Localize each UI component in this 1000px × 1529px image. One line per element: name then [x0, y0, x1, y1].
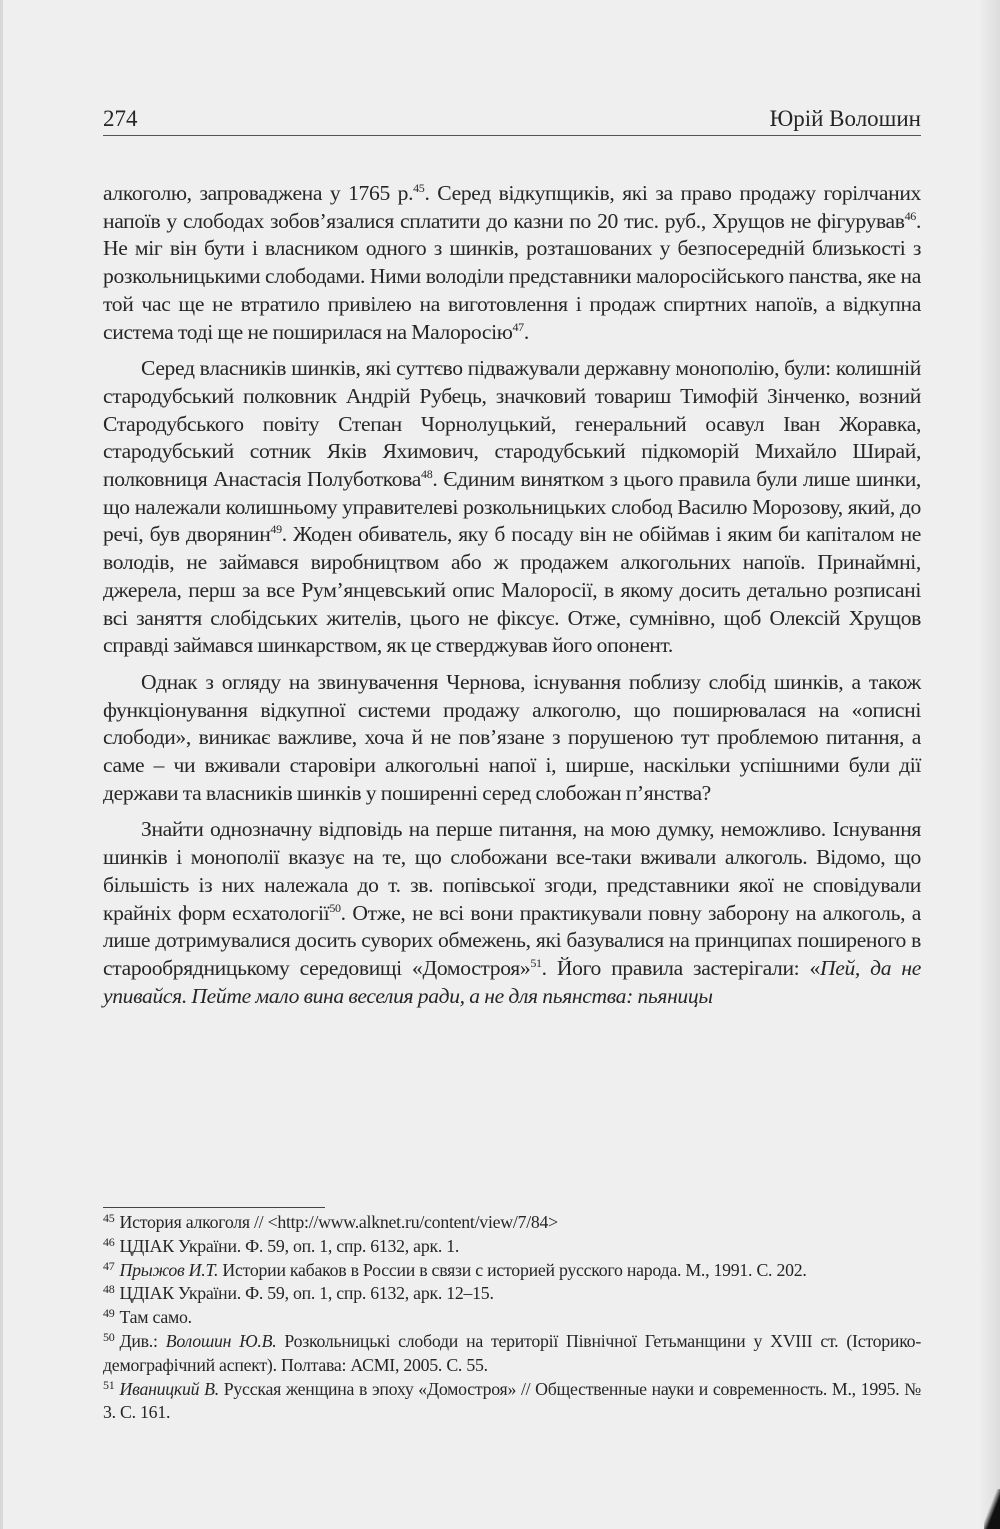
text-run: . Отже, не всі вони практикували повну заборону на алкоголь, а лише дотримувалися досить суворих обмежень, які базувалися на принципах поширеного в старообрядницькому середовищі «Домостроя»	[103, 900, 921, 980]
footnote-author: Прыжов И.Т.	[119, 1259, 219, 1280]
footnote-46	[103, 1235, 921, 1259]
footnote-text: ЦДІАК України. Ф. 59, оп. 1, спр. 6132, арк. 1.	[119, 1235, 460, 1256]
footnote-text: ЦДІАК України. Ф. 59, оп. 1, спр. 6132, арк. 12–15.	[119, 1283, 494, 1304]
text-run: . Жоден обиватель, яку б посаду він не обіймав і яким би капіталом не володів, не займався виробництвом або ж продажем алкогольних напоїв. Принаймні, джерела, перш за все Рум’янцевський опис Малоросії, в якому досить детально розписані всі заняття слобідських жителів, цього не фіксує. Отже, сумнівно, щоб Олексій Хрущов справді займався шинкарством, як це стверджував його опонент.	[103, 522, 922, 658]
footnote-text: Истории кабаков в России в связи с историей русского народа. М., 1991. С. 202.	[218, 1259, 807, 1280]
footnote-prefix: Див.:	[119, 1330, 166, 1351]
paragraph	[103, 669, 921, 808]
footnote-50	[103, 1330, 921, 1378]
text-run: Серед власників шинків, які суттєво підважували державну монополію, були: колишній стародубський полковник Андрій Рубець, значковий товариш Тимофій Зінченко, возний Стародубського повіту Степан Чорнолуцький, генеральний осавул Іван Жоравка, стародубський сотник Яків Яхимович, стародубський підкоморій Михайло Ширай, полковниця Анастасія Полуботкова	[103, 356, 921, 492]
running-author: Юрій Волошин	[769, 106, 921, 131]
footnote-number: 51	[103, 1377, 115, 1392]
text-run: Знайти однозначну відповідь на перше питання, на мою думку, неможливо. Існування шинків і монополії вказує на те, що слобожани все-таки вживали алкоголь. Відомо, що більшість із них належала до т. зв. попівської згоди, представники якої не сповідували крайніх форм есхатології	[103, 817, 921, 925]
footnote-author: Волошин Ю.В.	[165, 1330, 277, 1351]
page-corner	[984, 1489, 1000, 1529]
footnote-number: 45	[103, 1211, 115, 1225]
text-run: Однак з огляду на звинувачення Чернова, існування поблизу слобід шинків, а також функціонування відкупної системи продажу алкоголю, що поширювалася на «описні слободи», виникає важливе, хоча й не пов’язане з порушеною тут проблемою питання, а саме – чи вживали старовіри алкогольні напої і, ширше, наскільки успішними були дії держави та власників шинків у поширенні серед слобожан п’янства?	[103, 669, 921, 805]
footnote-reference[interactable]: 46	[904, 208, 916, 223]
paragraph	[103, 816, 921, 1010]
text-run: . Серед відкупщиків, які за право продажу горілчаних напоїв у слободах зобов’язалися сплатити до казни по 20 тис. руб., Хрущов не фігурував	[103, 181, 921, 233]
paragraph	[103, 180, 921, 346]
footnote-rule	[103, 1207, 325, 1208]
page-number: 274	[103, 106, 138, 131]
footnote-number: 46	[103, 1234, 115, 1249]
footnote-reference[interactable]: 47	[512, 319, 524, 334]
footnote-reference[interactable]: 50	[329, 900, 341, 915]
body-text	[103, 180, 921, 1010]
footnote-47	[103, 1259, 921, 1283]
footnote-reference[interactable]: 45	[413, 181, 425, 195]
paragraph	[103, 355, 921, 660]
page-left-edge	[0, 0, 3, 1529]
footnote-48	[103, 1282, 921, 1306]
footnote-reference[interactable]: 51	[530, 955, 542, 970]
footnote-text: Розкольницькі слободи на території Північної Гетьманщини у XVIII ст. (Історико-демографічний аспект). Полтава: АСМІ, 2005. С. 55.	[103, 1330, 921, 1375]
text-run: . Єдиним винятком з цього правила були лише шинки, що належали колишньому управителеві розкольницьких слобод Василю Морозову, який, до речі, був дворянин	[103, 467, 921, 547]
footnote-45	[103, 1211, 921, 1235]
footnote-reference[interactable]: 49	[270, 522, 282, 537]
header-rule	[103, 135, 921, 136]
footnote-text: Там само.	[119, 1307, 192, 1328]
footnotes	[103, 1211, 921, 1425]
footnote-51	[103, 1378, 921, 1426]
text-run: .	[523, 319, 529, 344]
footnote-number: 50	[103, 1329, 115, 1344]
footnote-text: Русская женщина в эпоху «Домостроя» // Общественные науки и современность. М., 1995. № 3. С. 161.	[103, 1378, 921, 1423]
footnote-reference[interactable]: 48	[421, 467, 433, 482]
italic-quote: Пей, да не упивайся. Пейте мало вина веселия ради, а не для пьянства: пьяницы	[103, 955, 921, 1008]
footnote-number: 48	[103, 1282, 115, 1297]
footnote-author: Иваницкий В.	[119, 1378, 219, 1399]
text-run: . Не міг він бути і власником одного з шинків, розташованих у безпосередній близькості з розкольницькими слободами. Ними володіли представники малоросійського панства, яке на той час ще не втратило привілею на виготовлення і продаж спиртних напоїв, а відкупна система тоді ще не поширилася на Малоросію	[103, 208, 921, 344]
page-gutter-shadow	[978, 0, 1000, 1529]
text-run: . Його правила застерігали: «	[541, 955, 820, 980]
text-run: алкоголю, запроваджена у 1765 р.	[103, 181, 414, 205]
running-head	[103, 104, 921, 134]
footnote-number: 47	[103, 1258, 115, 1273]
footnote-49	[103, 1306, 921, 1330]
footnote-text: История алкоголя // <http://www.alknet.ru/content/view/7/84>	[119, 1212, 558, 1232]
footnote-number: 49	[103, 1306, 115, 1321]
